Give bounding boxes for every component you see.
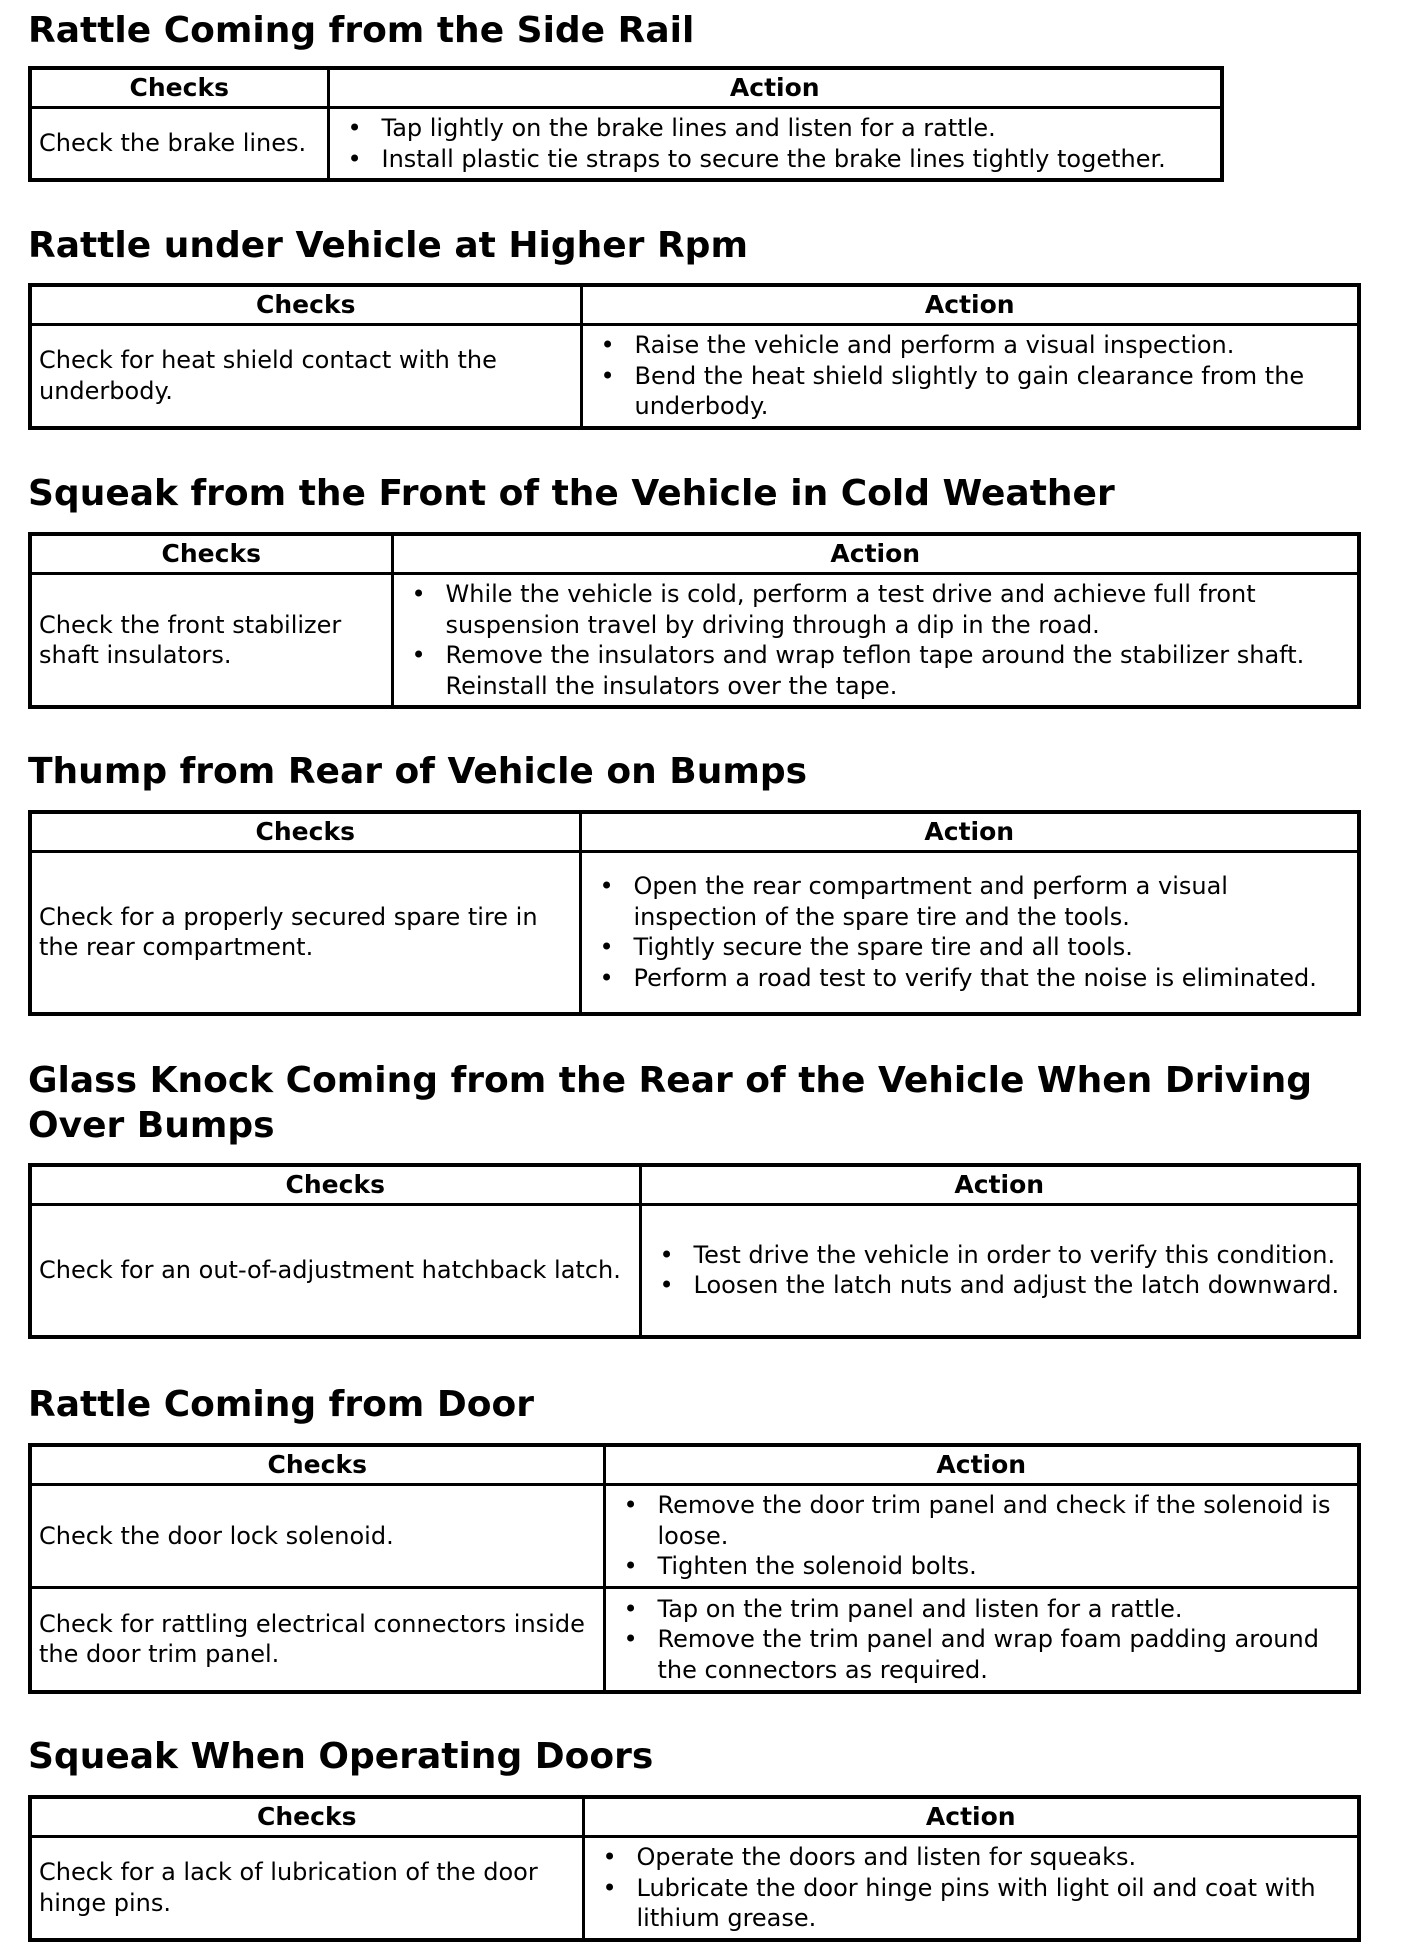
checks-header: Checks (30, 68, 328, 108)
action-item: • Raise the vehicle and perform a visual inspection. (601, 330, 1352, 361)
action-item: • Install plastic tie straps to secure the brake lines tightly together. (348, 144, 1215, 175)
table-row (30, 1837, 1359, 1940)
section-title: Rattle under Vehicle at Higher Rpm (28, 225, 748, 266)
section-cold-weather-squeak (28, 471, 1305, 700)
section-door-squeak (28, 1734, 1316, 1932)
section-title: Rattle Coming from Door (28, 1384, 534, 1425)
action-item: • While the vehicle is cold, perform a test drive and achieve full front suspension travel by driving through a dip in the road. (412, 579, 1352, 640)
section-title: Squeak from the Front of the Vehicle in Cold Weather (28, 473, 1115, 514)
diagnosis-table (28, 1795, 1361, 1942)
section-door-rattle (28, 1382, 1331, 1684)
action-item: • Tap on the trim panel and listen for a rattle. (624, 1594, 1352, 1625)
table-row (30, 574, 1359, 708)
action-header: Action (328, 68, 1222, 108)
action-item: • Perform a road test to verify that the noise is eliminated. (600, 963, 1352, 994)
action-item: • Remove the insulators and wrap teflon tape around the stabilizer shaft. Reinstall the insulators over the tape. (412, 640, 1352, 701)
action-item: • Tightly secure the spare tire and all tools. (600, 932, 1352, 963)
action-header: Action (392, 534, 1359, 574)
section-title: Squeak When Operating Doors (28, 1736, 654, 1777)
section-title: Glass Knock Coming from the Rear of the Vehicle When Driving Over Bumps (28, 1060, 1312, 1146)
checks-header: Checks (30, 285, 581, 325)
checks-header: Checks (30, 534, 392, 574)
table-row (30, 108, 1222, 181)
action-cell (604, 1588, 1359, 1692)
action-cell (328, 108, 1222, 181)
table-row (30, 852, 1359, 1014)
diagnosis-table (28, 66, 1224, 182)
action-header: Action (580, 812, 1359, 852)
action-cell (640, 1205, 1359, 1337)
section-higher-rpm-rattle (28, 223, 1305, 420)
checks-header: Checks (30, 1165, 640, 1205)
action-item: • Open the rear compartment and perform a visual inspection of the spare tire and the tools. (600, 871, 1352, 932)
action-cell (604, 1485, 1359, 1588)
action-item: • Test drive the vehicle in order to verify this condition. (660, 1240, 1352, 1271)
diagnosis-table (28, 1443, 1361, 1694)
table-row (30, 325, 1359, 428)
section-glass-knock (28, 1058, 1358, 1300)
action-item: • Loosen the latch nuts and adjust the latch downward. (660, 1270, 1352, 1301)
action-header: Action (583, 1797, 1359, 1837)
table-row (30, 1588, 1359, 1692)
diagnosis-table (28, 810, 1361, 1016)
check-cell: Check for rattling electrical connectors inside the door trim panel. (30, 1588, 604, 1692)
action-cell (392, 574, 1359, 708)
check-cell: Check for an out-of-adjustment hatchback latch. (30, 1205, 640, 1337)
check-cell: Check the door lock solenoid. (30, 1485, 604, 1588)
action-item: • Tap lightly on the brake lines and listen for a rattle. (348, 113, 1215, 144)
action-cell (581, 325, 1359, 428)
check-cell: Check for a properly secured spare tire in the rear compartment. (30, 852, 580, 1014)
checks-header: Checks (30, 1445, 604, 1485)
action-item: • Lubricate the door hinge pins with light oil and coat with lithium grease. (603, 1873, 1352, 1934)
action-item: • Bend the heat shield slightly to gain clearance from the underbody. (601, 361, 1352, 422)
section-rear-thump (28, 749, 1317, 992)
action-cell (583, 1837, 1359, 1940)
checks-header: Checks (30, 1797, 583, 1837)
action-header: Action (604, 1445, 1359, 1485)
check-cell: Check for a lack of lubrication of the door hinge pins. (30, 1837, 583, 1940)
table-row (30, 1205, 1359, 1337)
check-cell: Check the brake lines. (30, 108, 328, 181)
action-header: Action (581, 285, 1359, 325)
action-header: Action (640, 1165, 1359, 1205)
check-cell: Check the front stabilizer shaft insulators. (30, 574, 392, 708)
action-item: • Remove the trim panel and wrap foam padding around the connectors as required. (624, 1624, 1352, 1685)
table-row (30, 1485, 1359, 1588)
check-cell: Check for heat shield contact with the underbody. (30, 325, 581, 428)
checks-header: Checks (30, 812, 580, 852)
section-side-rail-rattle (28, 8, 1166, 173)
section-title: Rattle Coming from the Side Rail (28, 10, 695, 51)
diagnosis-table (28, 532, 1361, 709)
diagnosis-table (28, 283, 1361, 430)
section-title: Thump from Rear of Vehicle on Bumps (28, 751, 808, 792)
diagnosis-table (28, 1163, 1361, 1339)
action-item: • Operate the doors and listen for squeaks. (603, 1842, 1352, 1873)
action-item: • Tighten the solenoid bolts. (624, 1551, 1352, 1582)
action-cell (580, 852, 1359, 1014)
action-item: • Remove the door trim panel and check if the solenoid is loose. (624, 1490, 1352, 1551)
